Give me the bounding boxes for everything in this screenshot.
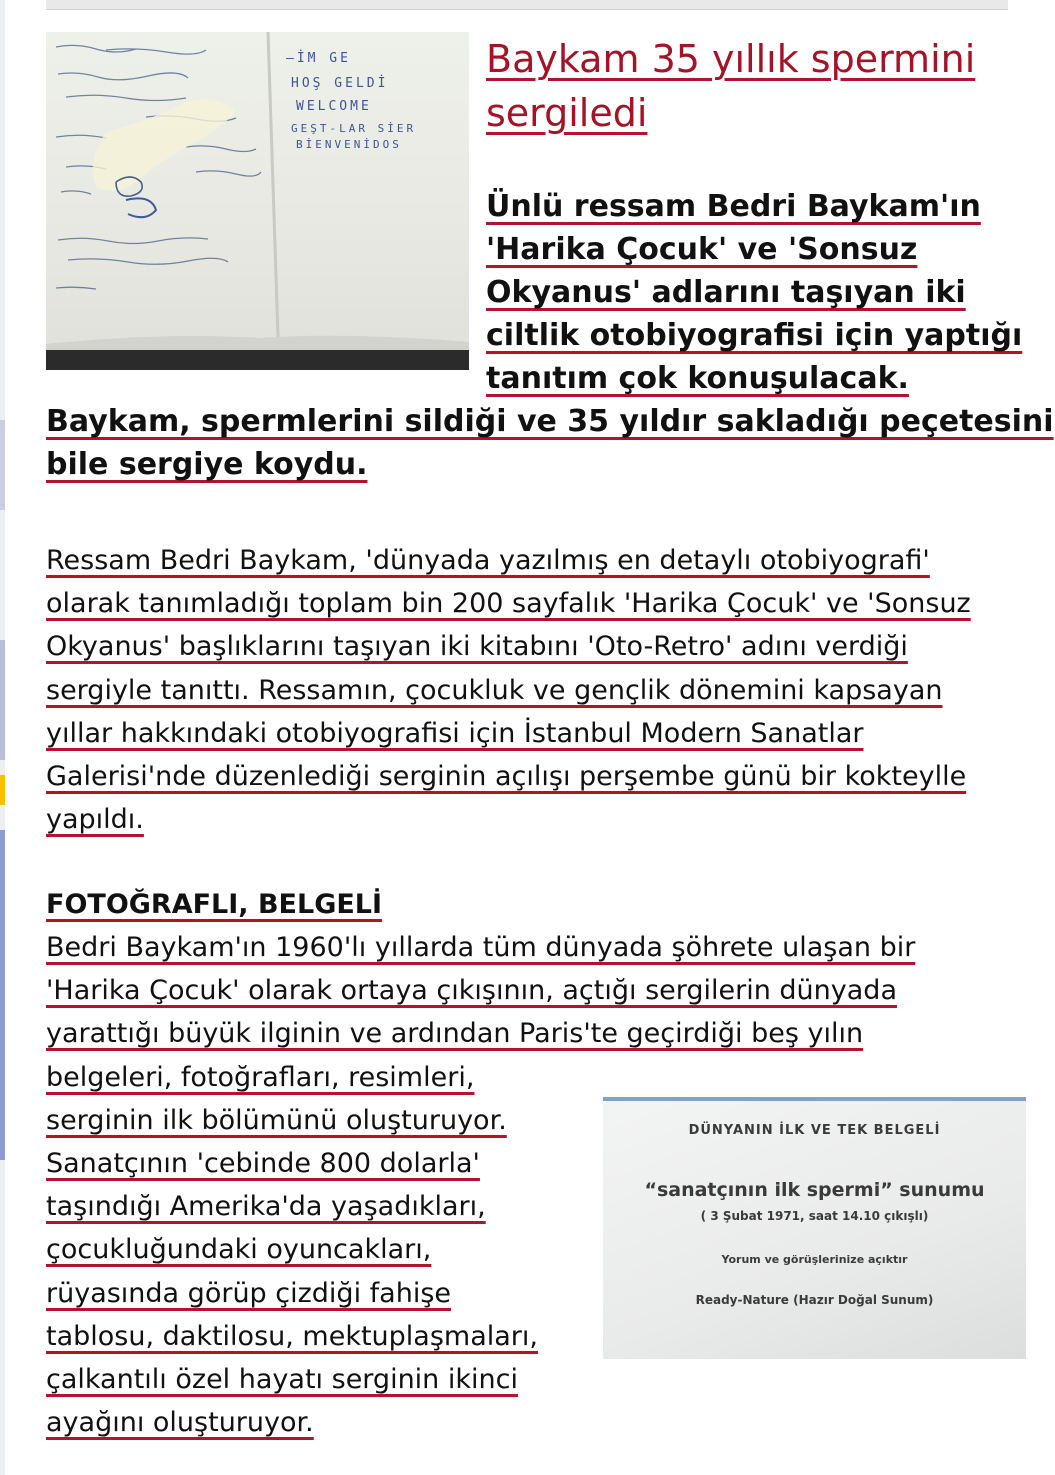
article-title[interactable] <box>486 32 1026 140</box>
paragraph-line: çocukluğundaki oyuncakları, <box>46 1234 432 1266</box>
lede-line: Okyanus' adlarını taşıyan iki <box>486 275 966 310</box>
rail-segment <box>0 830 5 1160</box>
title-line: Baykam 35 yıllık spermini <box>486 37 976 81</box>
lede-line: tanıtım çok konuşulacak. <box>486 361 909 396</box>
rail-segment <box>0 420 5 510</box>
paragraph-line: taşındığı Amerika'da yaşadıkları, <box>46 1191 486 1223</box>
card-line-4: Yorum ve görüşlerinize açıktır <box>721 1253 908 1266</box>
lede-line: ciltlik otobiyografisi için yaptığı <box>486 318 1023 353</box>
handwriting-3: WELCOME <box>296 99 372 114</box>
title-line: sergiledi <box>486 91 648 135</box>
article-paragraph-1 <box>46 539 1036 841</box>
guestbook-photo <box>46 32 469 370</box>
paragraph-line: yapıldı. <box>46 804 144 836</box>
paragraph-line: Sanatçının 'cebinde 800 dolarla' <box>46 1148 480 1180</box>
guestbook-illustration <box>46 32 469 370</box>
card-top-edge <box>603 1097 1026 1101</box>
paragraph-line: olarak tanımladığı toplam bin 200 sayfalık 'Harika Çocuk' ve 'Sonsuz <box>46 588 971 620</box>
paragraph-line: belgeleri, fotoğrafları, resimleri, <box>46 1061 475 1093</box>
card-line-2: “sanatçının ilk spermi” sunumu <box>644 1179 985 1201</box>
paragraph-line: rüyasında görüp çizdiği fahişe <box>46 1277 451 1309</box>
paragraph-line: Okyanus' başlıklarını taşıyan iki kitabını 'Oto-Retro' adını verdiği <box>46 631 908 663</box>
card-line-1: DÜNYANIN İLK VE TEK BELGELİ <box>688 1123 941 1138</box>
rail-segment-highlight <box>0 775 5 805</box>
paragraph-line: yarattığı büyük ilginin ve ardından Paris'te geçirdiği beş yılın <box>46 1018 864 1050</box>
handwriting-4: GEŞT-LAR SİER <box>291 122 417 135</box>
card-line-5: Ready-Nature (Hazır Doğal Sunum) <box>695 1293 934 1307</box>
paragraph-line: tablosu, daktilosu, mektuplaşmaları, <box>46 1320 538 1352</box>
paragraph-line: 'Harika Çocuk' olarak ortaya çıkışının, açtığı sergilerin dünyada <box>46 975 897 1007</box>
paragraph-line: Galerisi'nde düzenlediği serginin açılışı perşembe günü bir kokteylle <box>46 761 967 793</box>
handwriting-2: HOŞ GELDİ <box>291 76 389 91</box>
exhibit-card-photo <box>603 1097 1026 1359</box>
left-edge-rail <box>0 0 5 1475</box>
handwriting-1: —İM GE <box>286 51 351 66</box>
lede-line: Ünlü ressam Bedri Baykam'ın <box>486 189 981 224</box>
lede-line: 'Harika Çocuk' ve 'Sonsuz <box>486 232 918 267</box>
lede-line: Baykam, spermlerini sildiği ve 35 yıldır sakladığı peçetesini <box>46 404 1054 439</box>
section-subheading: FOTOĞRAFLI, BELGELİ <box>46 889 383 920</box>
paragraph-line: ayağını oluşturuyor. <box>46 1407 314 1439</box>
paragraph-line: çalkantılı özel hayatı serginin ikinci <box>46 1364 518 1396</box>
paragraph-line: serginin ilk bölümünü oluşturuyor. <box>46 1104 507 1136</box>
lede-line: bile sergiye koydu. <box>46 447 368 482</box>
cropped-top-bar <box>46 0 1008 10</box>
paragraph-line: Ressam Bedri Baykam, 'dünyada yazılmış en detaylı otobiyografi' <box>46 545 930 576</box>
paragraph-line: Bedri Baykam'ın 1960'lı yıllarda tüm dünyada şöhrete ulaşan bir <box>46 932 916 963</box>
handwriting-5: BİENVENİDOS <box>296 138 402 151</box>
card-line-3: ( 3 Şubat 1971, saat 14.10 çıkışlı) <box>700 1209 929 1223</box>
paragraph-line: sergiyle tanıttı. Ressamın, çocukluk ve gençlik dönemini kapsayan <box>46 674 943 706</box>
paragraph-line: yıllar hakkındaki otobiyografisi için İstanbul Modern Sanatlar <box>46 717 864 749</box>
rail-segment <box>0 640 5 760</box>
